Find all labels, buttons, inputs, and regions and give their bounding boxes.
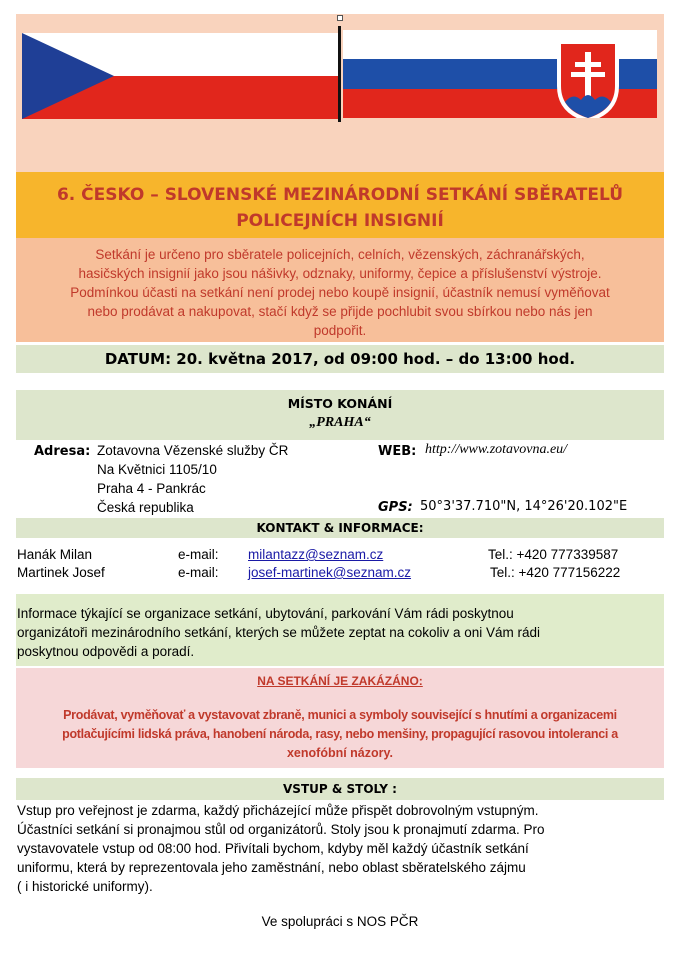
entry-heading: VSTUP & STOLY : bbox=[283, 782, 397, 796]
contacts-heading: KONTAKT & INFORMACE: bbox=[256, 521, 424, 535]
email-label: e-mail: bbox=[178, 565, 219, 580]
intro-line: hasičských insignií jako jsou nášivky, odznaky, uniformy, čepice a příslušenství výstroje. bbox=[78, 266, 602, 281]
forbidden-line: Prodávat, vyměňovať a vystavovat zbraně, munici a symboly související s hnutími a organizacemi bbox=[63, 708, 617, 722]
info-line: organizátoři mezinárodního setkání, kterých se můžete zeptat na cokoliv a oni Vám rádi bbox=[17, 625, 541, 640]
place-city: „PRAHA“ bbox=[309, 415, 371, 430]
intro-text bbox=[16, 245, 664, 340]
entry-line: Účastníci setkání si pronajmou stůl od organizátorů. Stoly jsou k pronajmutí zdarma. Pro bbox=[17, 822, 545, 837]
slovak-flag bbox=[343, 30, 657, 118]
info-text bbox=[17, 604, 662, 661]
entry-text bbox=[17, 801, 662, 896]
entry-line: vystavovatele vstup od 08:00 hod. Přivítali bychom, kdyby měl každý účastník setkání bbox=[17, 841, 529, 856]
footer-cooperation: Ve spolupráci s NOS PČR bbox=[261, 914, 419, 929]
address-line: Praha 4 - Pankrác bbox=[97, 481, 206, 496]
info-line: poskytnou odpovědi a poradí. bbox=[17, 644, 195, 659]
address-line: Česká republika bbox=[97, 500, 194, 515]
forbidden-text bbox=[16, 706, 664, 763]
entry-line: Vstup pro veřejnost je zdarma, každý přicházející může přispět dobrovolným vstupným. bbox=[17, 803, 539, 818]
intro-line: Setkání je určeno pro sběratele policejních, celních, vězenských, záchranářských, bbox=[95, 247, 585, 262]
flag-divider bbox=[338, 26, 341, 122]
selection-handle bbox=[337, 15, 343, 21]
info-line: Informace týkající se organizace setkání, ubytování, parkování Vám rádi poskytnou bbox=[17, 606, 514, 621]
intro-line: Podmínkou účasti na setkání není prodej nebo koupě insignií, účastník nemusí vyměňovat bbox=[70, 285, 610, 300]
email-link[interactable]: josef-martinek@seznam.cz bbox=[248, 565, 412, 580]
gps-coordinates: 50°3'37.710"N, 14°26'20.102"E bbox=[420, 499, 628, 514]
entry-line: ( i historické uniformy). bbox=[17, 879, 153, 894]
intro-line: nebo prodávat a nakupovat, stačí když se přijde pochlubit svou sbírkou nebo nás jen bbox=[87, 304, 593, 319]
email-label: e-mail: bbox=[178, 547, 219, 562]
contact-phone: Tel.: +420 777156222 bbox=[490, 565, 621, 580]
event-title-line1: 6. ČESKO – SLOVENSKÉ MEZINÁRODNÍ SETKÁNÍ SBĚRATELŮ bbox=[56, 185, 624, 205]
event-date: DATUM: 20. května 2017, od 09:00 hod. – do 13:00 hod. bbox=[104, 350, 576, 368]
web-link[interactable]: http://www.zotavovna.eu/ bbox=[425, 442, 568, 457]
contact-name: Martinek Josef bbox=[17, 565, 105, 580]
email-link[interactable]: milantazz@seznam.cz bbox=[248, 547, 384, 562]
forbidden-line: potlačujícími lidská práva, hanobení národa, rasy, nebo menšiny, propagující rasovou intoleranci a bbox=[62, 727, 618, 741]
czech-flag bbox=[22, 33, 338, 119]
address-block bbox=[97, 441, 288, 517]
gps-label: GPS: bbox=[378, 500, 413, 515]
contact-name: Hanák Milan bbox=[17, 547, 93, 562]
address-label: Adresa: bbox=[34, 444, 91, 459]
intro-line: podpořit. bbox=[313, 323, 367, 338]
coat-of-arms-icon bbox=[557, 40, 619, 118]
event-title-line2: POLICEJNÍCH INSIGNIÍ bbox=[236, 211, 444, 231]
web-label: WEB: bbox=[378, 444, 417, 459]
address-line: Zotavovna Vězenské služby ČR bbox=[97, 443, 289, 458]
place-heading: MÍSTO KONÁNÍ bbox=[287, 396, 393, 411]
forbidden-heading: NA SETKÁNÍ JE ZAKÁZÁNO: bbox=[257, 674, 423, 688]
forbidden-line: xenofóbní názory. bbox=[286, 746, 394, 760]
contact-phone: Tel.: +420 777339587 bbox=[488, 547, 619, 562]
address-line: Na Květnici 1105/10 bbox=[97, 462, 217, 477]
entry-line: uniformu, která by reprezentovala jeho zaměstnání, nebo oblast sběratelského zájmu bbox=[17, 860, 526, 875]
event-title bbox=[16, 182, 664, 234]
